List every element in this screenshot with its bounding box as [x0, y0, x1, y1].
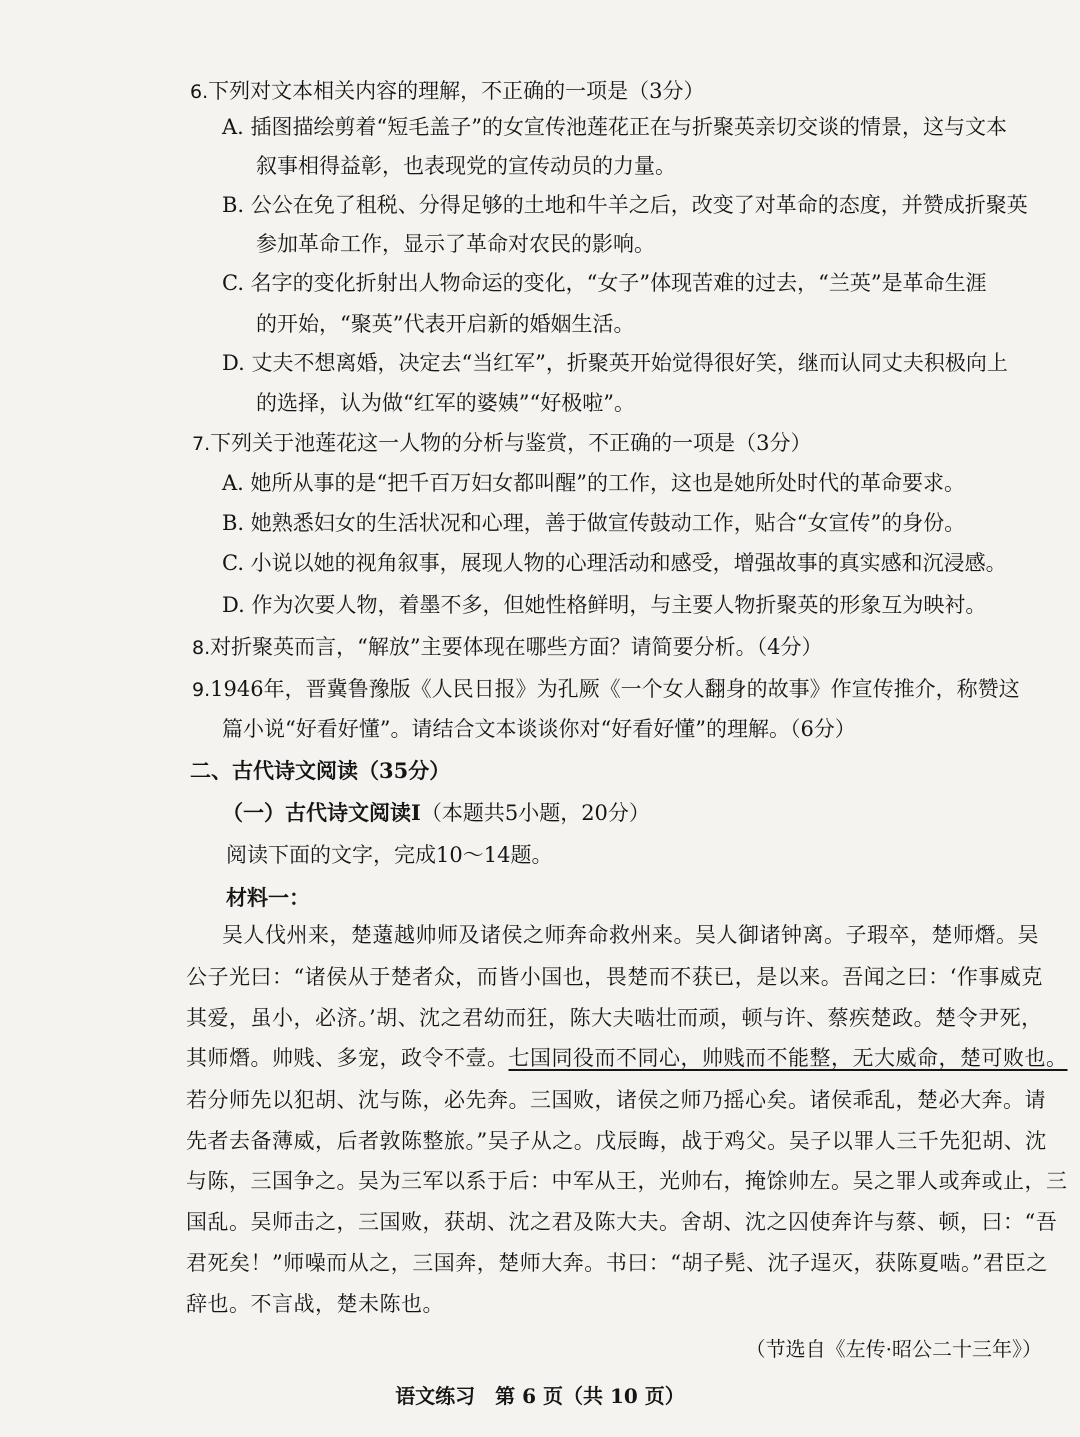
q7-option-b: B. 她熟悉妇女的生活状况和心理，善于做宣传鼓动工作，贴合“女宣传”的身份。 — [222, 511, 966, 535]
passage-line-2: 公子光曰：“诸侯从于楚者众，而皆小国也，畏楚而不获已，是以来。吾闻之曰：‘作事威克 — [186, 965, 1043, 989]
q6-option-b: B. 公公在免了租税、分得足够的土地和牛羊之后，改变了对革命的态度，并赞成折聚英 — [222, 193, 1028, 217]
question-9-cont: 篇小说“好看好懂”。请结合文本谈谈你对“好看好懂”的理解。（6分） — [222, 717, 856, 741]
page-footer: 语文练习 第 6 页（共 10 页） — [395, 1384, 685, 1408]
passage-line-3: 其爱，虽小，必济。’胡、沈之君幼而狂，陈大夫啮壮而顽，顿与许、蔡疾楚政。楚令尹死， — [186, 1006, 1043, 1030]
q6-option-d-cont: 的选择，认为做“红军的婆姨”“好极啦”。 — [256, 391, 635, 415]
q7-option-c: C. 小说以她的视角叙事，展现人物的心理活动和感受，增强故事的真实感和沉浸感。 — [222, 551, 1007, 575]
q6-option-a-cont: 叙事相得益彰，也表现党的宣传动员的力量。 — [256, 154, 676, 178]
underlined-sentence: 七国同役而不同心，帅贱而不能整，无大威命，楚可败也。 — [508, 1046, 1068, 1070]
passage-line-4: 其师熸。帅贱、多宠，政令不壹。七国同役而不同心，帅贱而不能整，无大威命，楚可败也。 — [186, 1046, 1068, 1070]
question-9: 9.1946年，晋冀鲁豫版《人民日报》为孔厥《一个女人翻身的故事》作宣传推介，称赞这 — [192, 677, 1020, 701]
section-2-heading: 二、古代诗文阅读（35分） — [190, 758, 451, 783]
q7-option-a: A. 她所从事的是“把千百万妇女都叫醒”的工作，这也是她所处时代的革命要求。 — [222, 471, 965, 495]
q6-option-b-cont: 参加革命工作，显示了革命对农民的影响。 — [256, 232, 655, 256]
q6-option-a: A. 插图描绘剪着“短毛盖子”的女宣传池莲花正在与折聚英亲切交谈的情景，这与文本 — [222, 115, 1007, 139]
passage-line-1: 吴人伐州来，楚薳越帅师及诸侯之师奔命救州来。吴人御诸钟离。子瑕卒，楚师熸。吴 — [222, 923, 1039, 947]
material-one-label: 材料一： — [226, 885, 310, 910]
question-8: 8.对折聚英而言，“解放”主要体现在哪些方面？请简要分析。（4分） — [192, 635, 823, 659]
passage-source: （节选自《左传·昭公二十三年》） — [745, 1337, 1042, 1361]
passage-line-10: 辞也。不言战，楚未陈也。 — [186, 1292, 444, 1316]
q6-option-c: C. 名字的变化折射出人物命运的变化，“女子”体现苦难的过去，“兰英”是革命生涯 — [222, 271, 987, 295]
question-6: 6.下列对文本相关内容的理解，不正确的一项是（3分） — [190, 79, 705, 103]
q7-option-d: D. 作为次要人物，着墨不多，但她性格鲜明，与主要人物折聚英的形象互为映衬。 — [222, 593, 987, 617]
subsection-1-heading: （一）古代诗文阅读Ⅰ（本题共5小题，20分） — [222, 800, 650, 825]
question-7: 7.下列关于池莲花这一人物的分析与鉴赏，不正确的一项是（3分） — [192, 431, 812, 455]
passage-line-9: 君死矣！”师噪而从之，三国奔，楚师大奔。书曰：“胡子髡、沈子逞灭，获陈夏啮。”君臣之 — [186, 1251, 1048, 1275]
passage-line-8: 国乱。吴师击之，三国败，获胡、沈之君及陈大夫。舍胡、沈之囚使奔许与蔡、顿，曰：“吾 — [186, 1210, 1058, 1234]
passage-line-7: 与陈，三国争之。吴为三军以系于后：中军从王，光帅右，掩馀帅左。吴之罪人或奔或止，三 — [186, 1169, 1068, 1193]
q6-option-c-cont: 的开始，“聚英”代表开启新的婚姻生活。 — [256, 312, 635, 336]
passage-line-5: 若分师先以犯胡、沈与陈，必先奔。三国败，诸侯之师乃摇心矣。诸侯乖乱，楚必大奔。请 — [186, 1088, 1046, 1112]
passage-line-6: 先者去备薄威，后者敦陈整旅。”吴子从之。戊辰晦，战于鸡父。吴子以罪人三千先犯胡、沈 — [186, 1129, 1047, 1153]
reading-instruction: 阅读下面的文字，完成10～14题。 — [226, 843, 553, 867]
q6-option-d: D. 丈夫不想离婚，决定去“当红军”，折聚英开始觉得很好笑，继而认同丈夫积极向上 — [222, 351, 1008, 375]
